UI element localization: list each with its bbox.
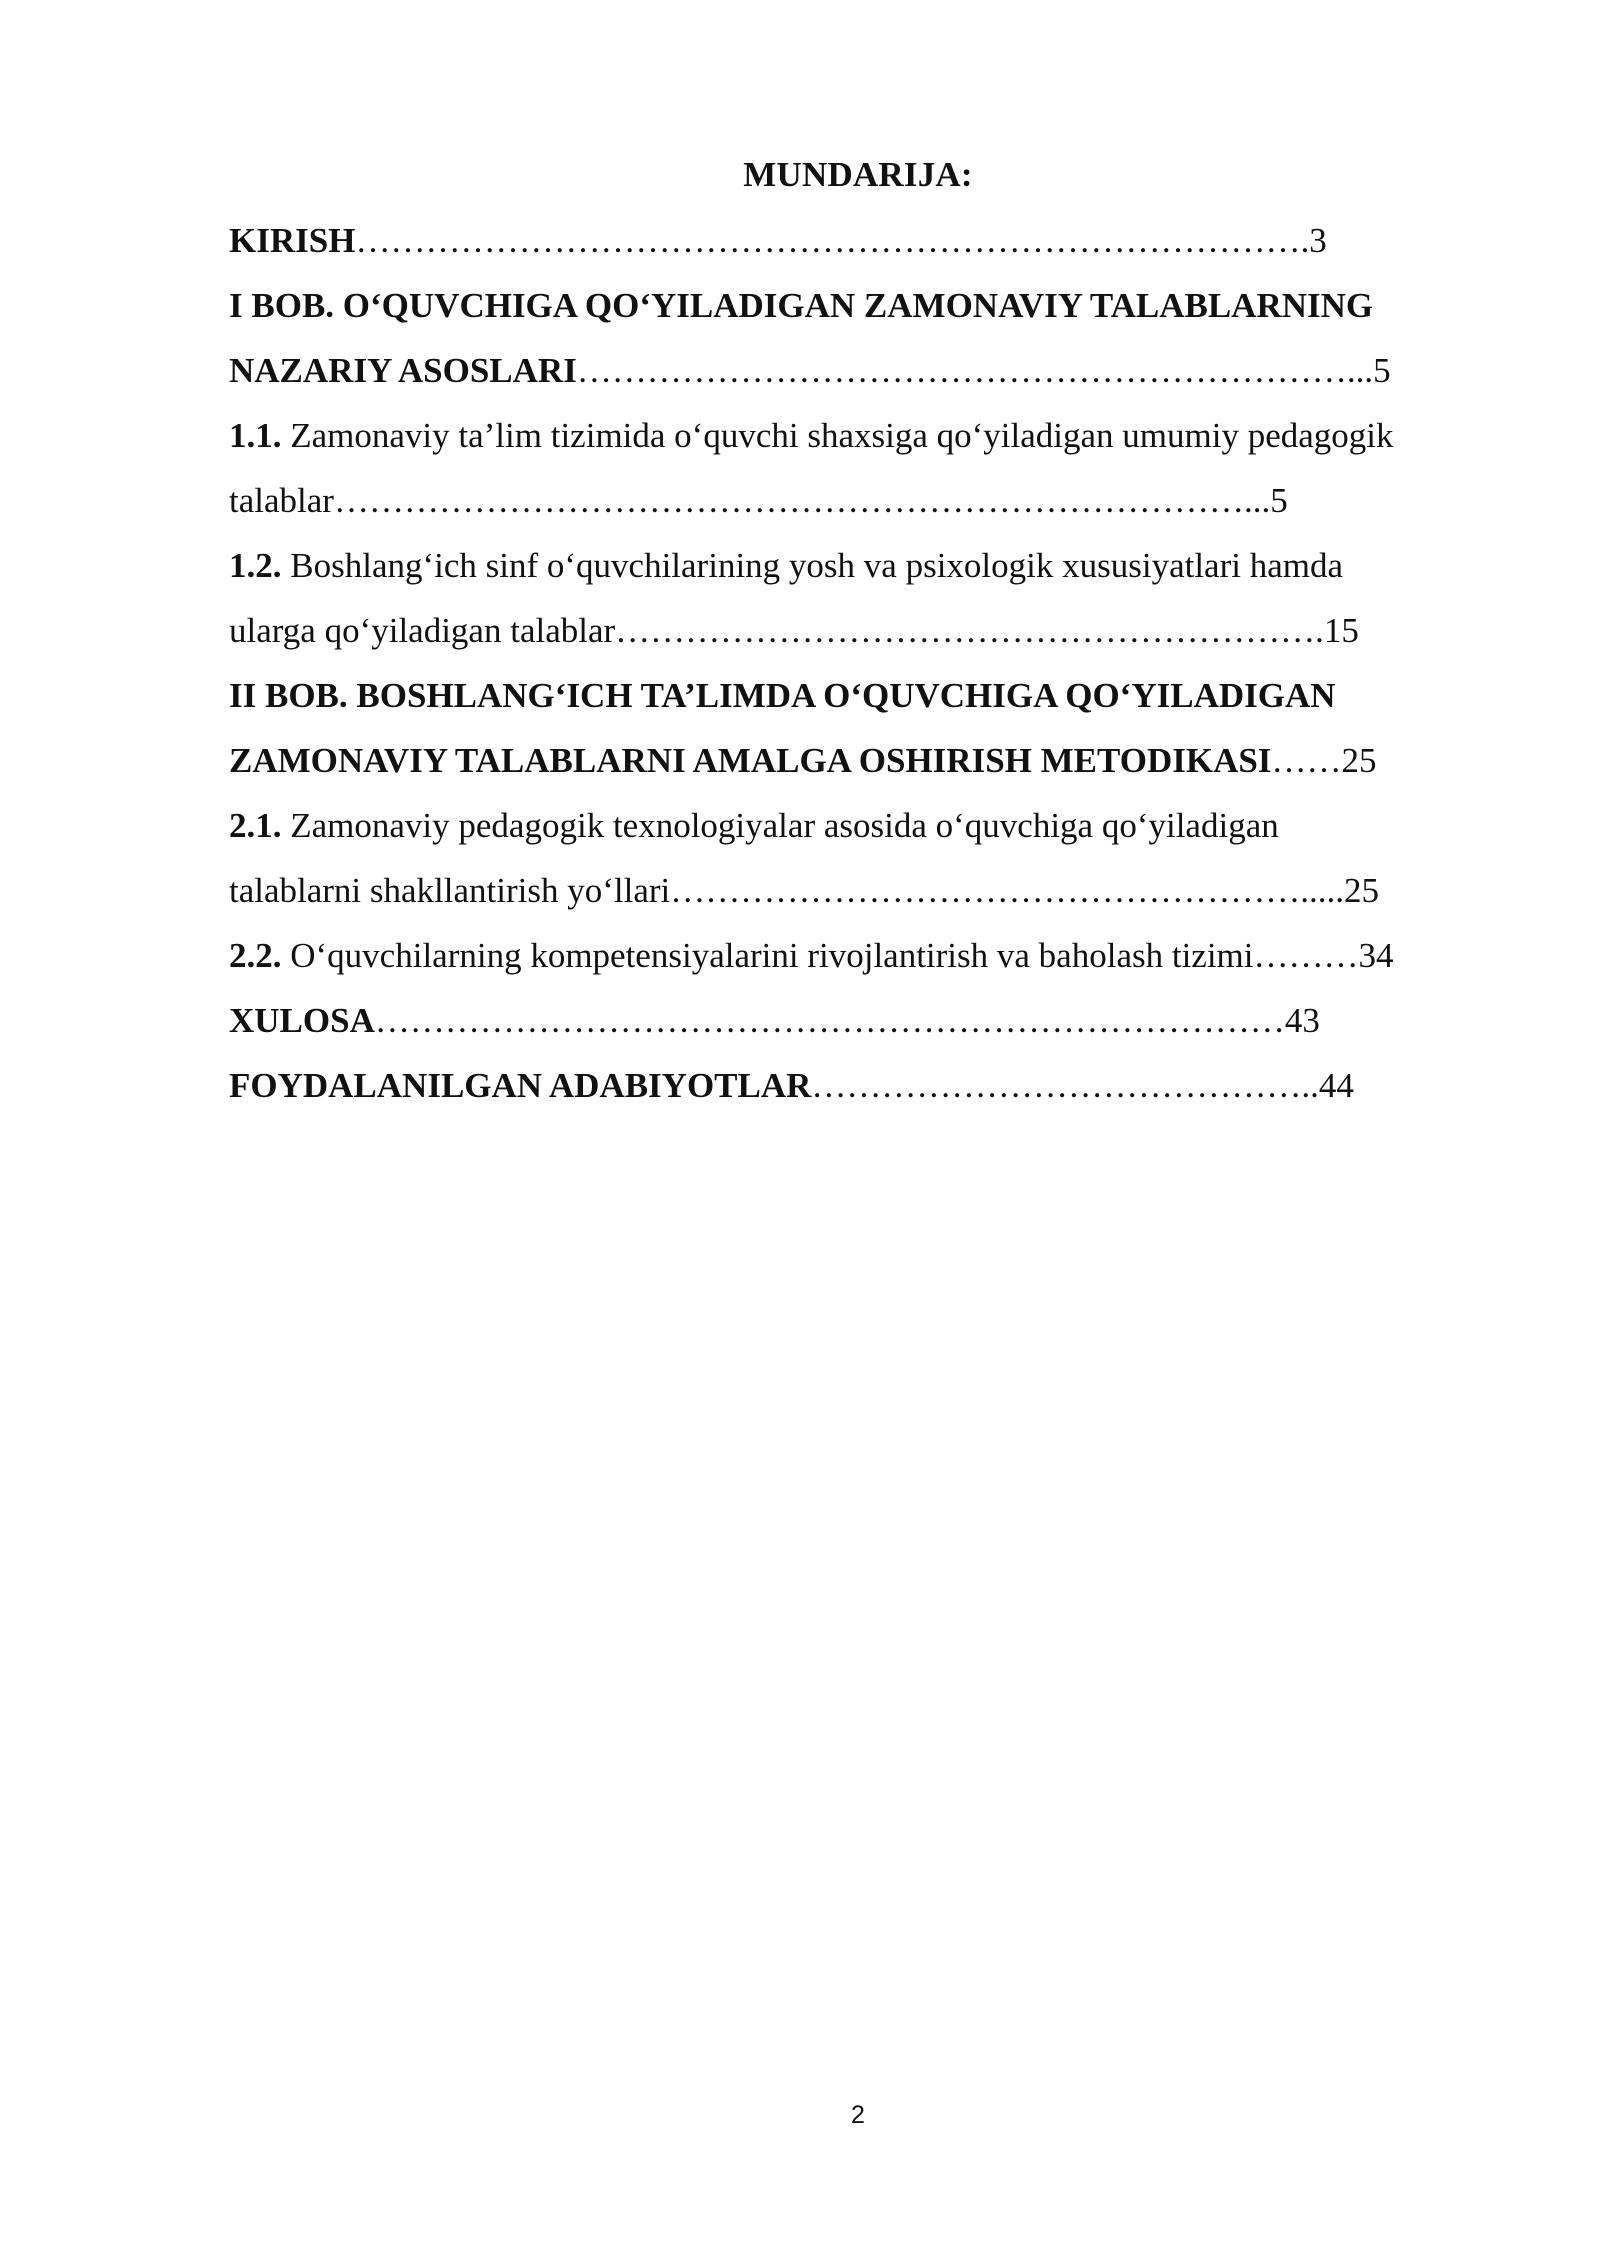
toc-text: Zamonaviy ta’lim tizimida o‘quvchi shaxsiga qo‘yiladigan umumiy pedagogik [281, 416, 1394, 455]
toc-text: ularga qo‘yiladigan talablar [229, 611, 616, 650]
toc-entry-chapter-2-cont[interactable] [229, 728, 1485, 793]
toc-section-number: 1.1. [229, 416, 282, 455]
toc-label: II BOB. BOSHLANG‘ICH TA’LIMDA O‘QUVCHIGA QO‘YILADIGAN [229, 676, 1336, 715]
toc-entry-section-1-2-cont[interactable] [229, 598, 1485, 663]
toc-leader-page: ……………………………………………………………………….3 [355, 221, 1327, 260]
toc-label: I BOB. O‘QUVCHIGA QO‘YILADIGAN ZAMONAVIY TALABLARNING [229, 286, 1374, 325]
toc-leader-page: ……25 [1271, 741, 1377, 780]
toc-leader-page: ……………………………………..44 [811, 1066, 1354, 1105]
toc-entry-chapter-1-cont[interactable] [229, 338, 1485, 403]
toc-entry-section-1-1-cont[interactable] [229, 468, 1485, 533]
toc-section-number: 2.2. [229, 936, 282, 975]
toc-entry-section-2-2[interactable] [229, 923, 1485, 988]
toc-leader-page: …………………………………………………….15 [615, 611, 1359, 650]
page-number: 2 [851, 2101, 865, 2129]
toc-entry-adabiyotlar[interactable] [229, 1053, 1485, 1118]
toc-entry-section-2-1[interactable] [229, 793, 1485, 858]
toc-entry-xulosa[interactable] [229, 988, 1485, 1053]
toc-entry-section-1-1[interactable] [229, 403, 1485, 468]
toc-text: talablar [229, 481, 334, 520]
toc-entry-section-2-1-cont[interactable] [229, 858, 1485, 923]
toc-leader-page: …………………………………………………………...5 [576, 351, 1391, 390]
toc-label: NAZARIY ASOSLARI [229, 351, 577, 390]
toc-section-number: 1.2. [229, 546, 282, 585]
toc-label: ZAMONAVIY TALABLARNI AMALGA OSHIRISH METODIKASI [229, 741, 1272, 780]
toc-title: MUNDARIJA: [743, 155, 973, 194]
toc-leader-page: ……………………………………………………………………...5 [333, 481, 1288, 520]
toc-label: XULOSA [229, 1001, 375, 1040]
toc-text: talablarni shakllantirish yo‘llari [229, 871, 671, 910]
toc-section-number: 2.1. [229, 806, 282, 845]
toc-leader-page: ……………………………………………….....25 [670, 871, 1380, 910]
toc-text: Zamonaviy pedagogik texnologiyalar asosida o‘quvchiga qo‘yiladigan [281, 806, 1279, 845]
toc-entry-kirish[interactable] [229, 208, 1485, 273]
toc-text: Boshlang‘ich sinf o‘quvchilarining yosh va psixologik xususiyatlari hamda [281, 546, 1344, 585]
table-of-contents [229, 208, 1485, 1118]
toc-leader-page: ……………………………………………………………………43 [374, 1001, 1320, 1040]
toc-label: KIRISH [229, 221, 356, 260]
toc-entry-chapter-2[interactable] [229, 663, 1485, 728]
toc-label: FOYDALANILGAN ADABIYOTLAR [229, 1066, 812, 1105]
toc-entry-section-1-2[interactable] [229, 533, 1485, 598]
toc-entry-chapter-1[interactable] [229, 273, 1485, 338]
toc-leader-page: ………34 [1253, 936, 1394, 975]
toc-text: O‘quvchilarning kompetensiyalarini rivojlantirish va baholash tizimi [281, 936, 1254, 975]
